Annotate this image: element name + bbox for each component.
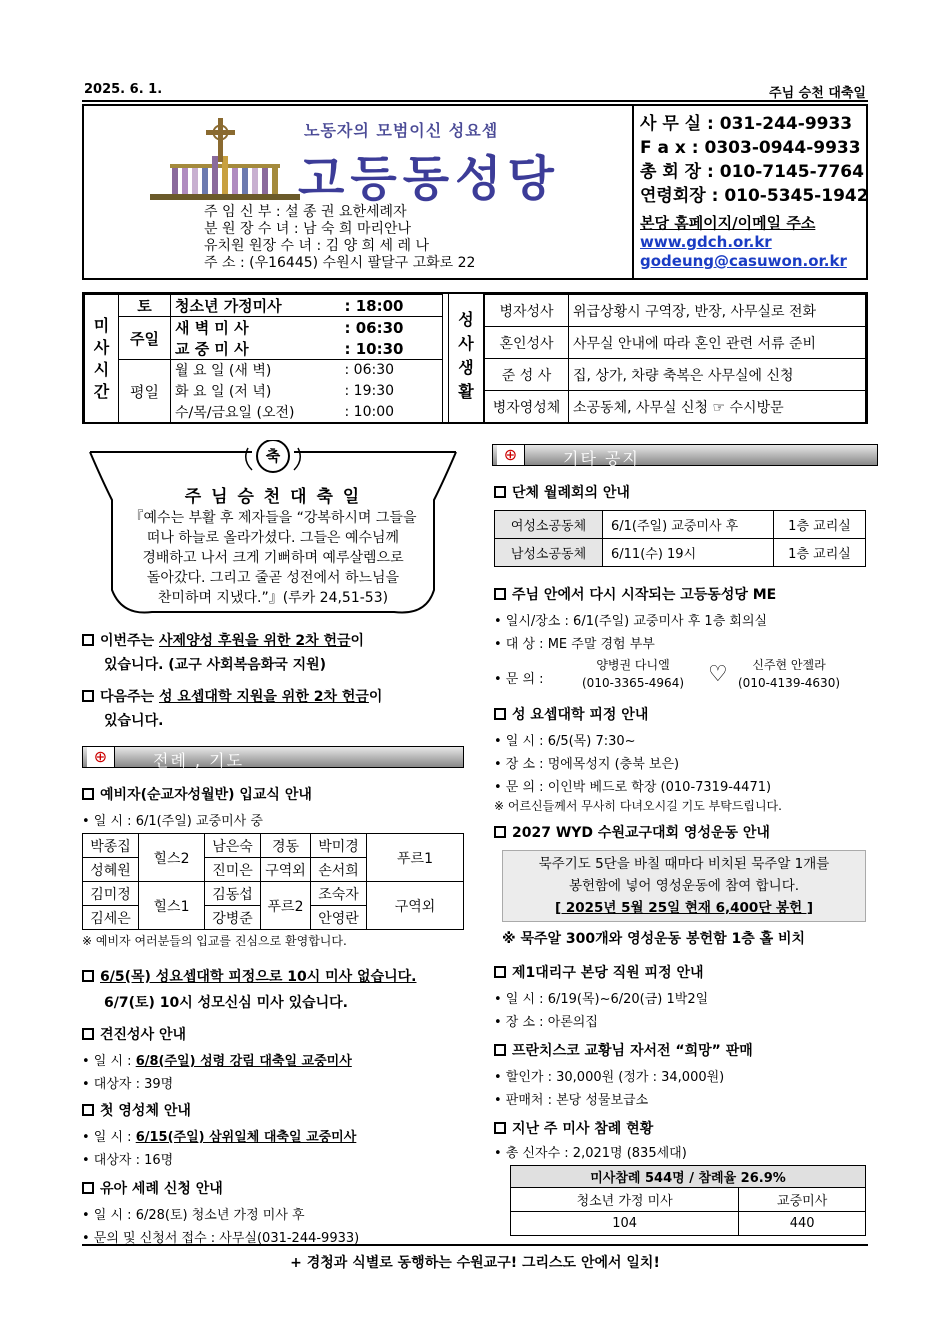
scroll-text xyxy=(112,508,434,608)
checkbox-icon xyxy=(494,826,506,838)
sacrament-desc: 집, 상가, 차량 축복은 사무실에 신청 xyxy=(569,359,866,391)
sacrament-table xyxy=(484,294,866,423)
joseph-retreat-block: 성 요셉대학 피정 안내 • 일 시 : 6/5(목) 7:30~ • 장 소 : 멍에목성지 (충북 보은) • 문 의 : 이인박 베드로 학장 (010-7319-4471) ※ 어르신들께서 무사히 다녀오시길 기도 부탁드립니다. xyxy=(494,707,782,813)
attendance-block: 지난 주 미사 참례 현황 • 총 신자수 : 2,021명 (835세대) 미사참례 544명 / 참례율 26.9% 청소년 가정 미사 교중미사 104 440 xyxy=(494,1118,874,1236)
scroll-line: 찬미하며 지냈다.”』(루카 24,51-53) xyxy=(157,590,389,606)
staff-kindergarten-director: 유치원 원장 수 녀 : 김 양 희 세 레 나 xyxy=(204,238,430,254)
name-cell: 김미정 xyxy=(83,882,139,906)
name-cell: 강병준 xyxy=(205,906,261,930)
attendance-summary: 미사참례 544명 / 참례율 26.9% xyxy=(511,1166,866,1188)
checkbox-icon xyxy=(82,1028,94,1040)
sacrament-name: 혼인성사 xyxy=(485,327,569,359)
footer-motto: + 경청과 식별로 동행하는 수원교구! 그리스도 안에서 일치! xyxy=(82,1244,868,1272)
sacrament-name: 병자영성체 xyxy=(485,391,569,423)
feast-name: 주님 승천 대축일 xyxy=(769,86,866,101)
sun-day: 주일 xyxy=(119,317,171,360)
checkbox-icon xyxy=(82,634,94,646)
website-link[interactable]: www.gdch.or.kr xyxy=(640,233,772,251)
section-liturgy-bar xyxy=(82,746,464,768)
wyd-box: 묵주기도 5단을 바칠 때마다 비치된 묵주알 1개를 봉헌함에 넣어 영성운동에 참여 합니다. [ 2025년 5월 25일 현재 6,400단 봉헌 ] xyxy=(502,850,866,922)
staff-pastor: 주 임 신 부 : 설 종 권 요한세례자 xyxy=(204,204,407,220)
cross-circle-icon: ⊕ xyxy=(497,445,525,465)
scroll-title: 주 님 승 천 대 축 일 xyxy=(184,487,362,507)
feast-scroll xyxy=(82,440,464,620)
sacrament-name: 병자성사 xyxy=(485,295,569,327)
church-subtitle: 노동자의 모범이신 성요셉 xyxy=(304,121,499,140)
meeting-group: 여성소공동체 xyxy=(495,511,603,539)
name-cell: 손서희 xyxy=(311,858,367,882)
checkbox-icon xyxy=(494,966,506,978)
contact-president: 총 회 장 : 010-7145-7764 xyxy=(640,162,864,182)
header-divider xyxy=(632,106,634,278)
checkbox-icon xyxy=(82,970,94,982)
weekday-day: 평일 xyxy=(119,360,171,423)
meeting-group: 남성소공동체 xyxy=(495,539,603,567)
weekday-mass-3-name: 수/목/금요일 (오전) xyxy=(171,402,341,423)
confirmation-block: 견진성사 안내 • 일 시 : 6/8(주일) 성령 강림 대축일 교중미사 • 대상자 : 39명 xyxy=(82,1027,352,1092)
sacrament-desc: 위급상황시 구역장, 반장, 사무실로 전화 xyxy=(569,295,866,327)
sun-mass-2-name: 교 중 미 사 xyxy=(171,338,341,360)
name-cell: 박미경 xyxy=(311,834,367,858)
name-cell: 김동섭 xyxy=(205,882,261,906)
district-retreat-block: 제1대리구 본당 직원 피정 안내 • 일 시 : 6/19(목)~6/20(금) 1박2일 • 장 소 : 아론의집 xyxy=(494,965,709,1030)
scroll-line: 돌아갔다. 그리고 줄곧 성전에서 하느님을 xyxy=(146,570,400,586)
section-notice-bar xyxy=(492,444,878,466)
me-block: 주님 안에서 다시 시작되는 고등동성당 ME • 일시/장소 : 6/1(주일) 교중미사 후 1층 회의실 • 대 상 : ME 주말 경험 부부 • 문 의 : 양병권 다니엘 (010-3365-4964) ♡ 신주현 안젤라 (010-4139-4630) xyxy=(494,584,874,696)
meeting-place: 1층 교리실 xyxy=(774,511,866,539)
me-contact-1: 양병권 다니엘 (010-3365-4964) xyxy=(582,658,685,690)
contact-list xyxy=(640,112,869,208)
meeting-place: 1층 교리실 xyxy=(774,539,866,567)
contact-fax: F a x : 0303-0944-9933 xyxy=(640,138,861,158)
section-notice-title: 기타 공지 xyxy=(563,449,640,468)
name-cell: 조숙자 xyxy=(311,882,367,906)
name-cell: 진미은 xyxy=(205,858,261,882)
group-cell: 푸르1 xyxy=(367,834,464,882)
staff-address: 주 소 : (우16445) 수원시 팔달구 고화로 22 xyxy=(204,255,476,271)
name-cell: 김세은 xyxy=(83,906,139,930)
attendance-table xyxy=(510,1165,866,1236)
staff-list xyxy=(204,204,475,272)
catechumen-block xyxy=(82,784,464,949)
checkbox-icon xyxy=(494,1122,506,1134)
section-liturgy-title: 전례 , 기도 xyxy=(153,751,245,770)
mass-schedule-table xyxy=(84,294,443,423)
infant-baptism-block: 유아 세례 신청 안내 • 일 시 : 6/28(토) 청소년 가정 미사 후 • 문의 및 신청서 접수 : 사무실(031-244-9933) xyxy=(82,1181,360,1246)
me-contacts: • 문 의 : 양병권 다니엘 (010-3365-4964) ♡ 신주현 안젤라 (010-4139-4630) xyxy=(494,658,841,690)
staff-sister-superior: 분 원 장 수 녀 : 남 숙 희 마리안나 xyxy=(204,221,412,237)
weekday-mass-2-name: 화 요 일 (저 녁) xyxy=(171,381,341,402)
sat-day: 토 xyxy=(119,295,171,317)
cross-circle-icon: ⊕ xyxy=(87,747,115,767)
group-cell: 힐스1 xyxy=(139,882,205,930)
header-box xyxy=(82,104,868,280)
sun-mass-1-time: : 06:30 xyxy=(341,317,443,339)
book-sale-block: 프란치스코 교황님 자서전 “희망” 판매 • 할인가 : 30,000원 (정가 : 34,000원) • 판매처 : 본당 성물보급소 xyxy=(494,1043,753,1108)
me-contact-2: 신주현 안젤라 (010-4139-4630) xyxy=(738,658,841,690)
email-link[interactable]: godeung@casuwon.or.kr xyxy=(640,252,847,270)
checkbox-icon xyxy=(82,1182,94,1194)
catechumen-date: • 일 시 : 6/1(주일) 교중미사 중 xyxy=(82,814,263,829)
sun-mass-2-time: : 10:30 xyxy=(341,338,443,360)
group-cell: 경동 xyxy=(261,834,311,858)
checkbox-icon xyxy=(494,588,506,600)
web-label: 본당 홈페이지/이메일 주소 xyxy=(640,214,816,232)
church-logo-icon xyxy=(150,116,300,206)
sacrament-name: 준 성 사 xyxy=(485,359,569,391)
attendance-val-main: 440 xyxy=(739,1212,866,1236)
scroll-line: 떠나 하늘로 올라가셨다. 그들은 예수님께 xyxy=(146,530,400,546)
catechumen-note: ※ 예비자 여러분들의 입교를 진심으로 환영합니다. xyxy=(82,934,347,948)
contact-office: 사 무 실 : 031-244-9933 xyxy=(640,114,853,134)
first-communion-block: 첫 영성체 안내 • 일 시 : 6/15(주일) 삼위일체 대축일 교중미사 • 대상자 : 16명 xyxy=(82,1103,357,1168)
meeting-time: 6/11(수) 19시 xyxy=(603,539,774,567)
group-cell: 푸르2 xyxy=(261,882,311,930)
sat-mass-name: 청소년 가정미사 xyxy=(171,295,341,317)
attendance-val-youth: 104 xyxy=(511,1212,739,1236)
collection-notice-2: 다음주는 성 요셉대학 지원을 위한 2차 헌금이 있습니다. xyxy=(82,686,464,730)
contact-funeral-head: 연령회장 : 010-5345-1942 xyxy=(640,186,869,206)
group-cell: 힐스2 xyxy=(139,834,205,882)
name-cell: 성혜원 xyxy=(83,858,139,882)
issue-date: 2025. 6. 1. xyxy=(84,82,163,97)
attendance-col-youth: 청소년 가정 미사 xyxy=(511,1188,739,1212)
checkbox-icon xyxy=(82,788,94,800)
sat-mass-time: : 18:00 xyxy=(341,295,443,317)
scroll-line: 경배하고 나서 크게 기뻐하며 예루살렘으로 xyxy=(142,550,404,566)
heart-icon: ♡ xyxy=(708,662,728,687)
weekday-mass-1-name: 월 요 일 (새 벽) xyxy=(171,360,341,381)
web-info xyxy=(640,214,847,271)
checkbox-icon xyxy=(82,1104,94,1116)
name-cell: 남은숙 xyxy=(205,834,261,858)
sacrament-label: 성사생활 xyxy=(448,294,484,422)
attendance-col-main: 교중미사 xyxy=(739,1188,866,1212)
catechumen-title: 예비자(순교자성월반) 입교식 안내 xyxy=(100,787,312,803)
checkbox-icon xyxy=(82,690,94,702)
checkbox-icon xyxy=(494,486,506,498)
sacrament-desc: 사무실 안내에 따라 혼인 관련 서류 준비 xyxy=(569,327,866,359)
checkbox-icon xyxy=(494,1044,506,1056)
mass-label: 미사시간 xyxy=(85,295,119,423)
scroll-badge: 축 xyxy=(265,447,281,465)
top-line xyxy=(82,82,868,102)
schedule-box xyxy=(82,292,868,424)
pilgrimage-notice: 6/5(목) 성요셉대학 피정으로 10시 미사 없습니다. 6/7(토) 10시 성모신심 미사 있습니다. xyxy=(82,966,464,1012)
collection-notice-1: 이번주는 사제양성 후원을 위한 2차 헌금이 있습니다. (교구 사회복음화국 지원) xyxy=(82,630,464,674)
meeting-time: 6/1(주일) 교중미사 후 xyxy=(603,511,774,539)
catechumen-table xyxy=(82,833,464,930)
church-name: 고등동성당 xyxy=(298,151,560,207)
weekday-mass-2-time: : 19:30 xyxy=(341,381,443,402)
group-cell: 구역외 xyxy=(367,882,464,930)
weekday-mass-3-time: : 10:00 xyxy=(341,402,443,423)
scroll-line: 『예수는 부활 후 제자들을 “강복하시며 그들을 xyxy=(129,510,417,526)
group-cell: 구역외 xyxy=(261,858,311,882)
weekday-mass-1-time: : 06:30 xyxy=(341,360,443,381)
meeting-block: 단체 월례회의 안내 여성소공동체 6/1(주일) 교중미사 후 1층 교리실 남성소공동체 6/11(수) 19시 1층 교리실 xyxy=(494,482,874,567)
name-cell: 박종집 xyxy=(83,834,139,858)
name-cell: 안영란 xyxy=(311,906,367,930)
wyd-block: 2027 WYD 수원교구대회 영성운동 안내 묵주기도 5단을 바칠 때마다 비치된 묵주알 1개를 봉헌함에 넣어 영성운동에 참여 합니다. [ 2025년 5월 25일 현재 6,400단 봉헌 ] ※ 묵주알 300개와 영성운동 봉헌함 1층 홀 비치 xyxy=(494,822,874,948)
sacrament-desc: 소공동체, 사무실 신청 ☞ 수시방문 xyxy=(569,391,866,423)
meeting-table xyxy=(494,510,866,567)
sun-mass-1-name: 새 벽 미 사 xyxy=(171,317,341,339)
checkbox-icon xyxy=(494,708,506,720)
